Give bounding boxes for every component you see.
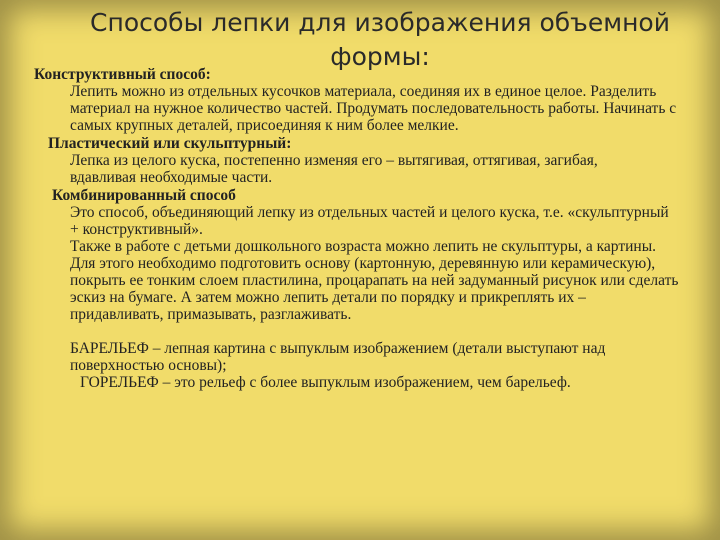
section-heading-combined: Комбинированный способ [52, 187, 236, 204]
note-barelief: БАРЕЛЬЕФ – лепная картина с выпуклым изображением (детали выступают над поверхностью основы); [70, 340, 606, 374]
section-text-plastic: Лепка из целого куска, постепенно изменяя его – вытягивая, оттягивая, загибая, вдавливая необходимые части. [70, 152, 598, 186]
section-heading-constructive: Конструктивный способ: [34, 66, 211, 83]
note-gorelief: ГОРЕЛЬЕФ – это рельеф с более выпуклым изображением, чем барельеф. [80, 374, 571, 391]
section-text-combined: Это способ, объединяющий лепку из отдельных частей и целого куска, т.е. «скульптурный + конструктивный». [70, 204, 669, 238]
section-heading-plastic: Пластический или скульптурный: [48, 135, 292, 152]
section-text-constructive: Лепить можно из отдельных кусочков материала, соединяя их в единое целое. Разделить материал на нужное количество частей. Продумать последовательность работы. Начинать с самых крупных деталей, присоединяя к ним более мелкие. [70, 83, 677, 134]
slide-body [22, 66, 702, 391]
slide-title: Способы лепки для изображения объемной формы: [90, 8, 670, 71]
section-text-pictures: Также в работе с детьми дошкольного возраста можно лепить не скульптуры, а картины. Для этого необходимо подготовить основу (картонную, деревянную или керамическую), покрыть ее тонким слоем пластилина, процарапать на ней задуманный рисунок или сделать эскиз на бумаге. А затем можно лепить детали по порядку и прикреплять их – придавливать, примазывать, разглаживать. [70, 238, 679, 323]
